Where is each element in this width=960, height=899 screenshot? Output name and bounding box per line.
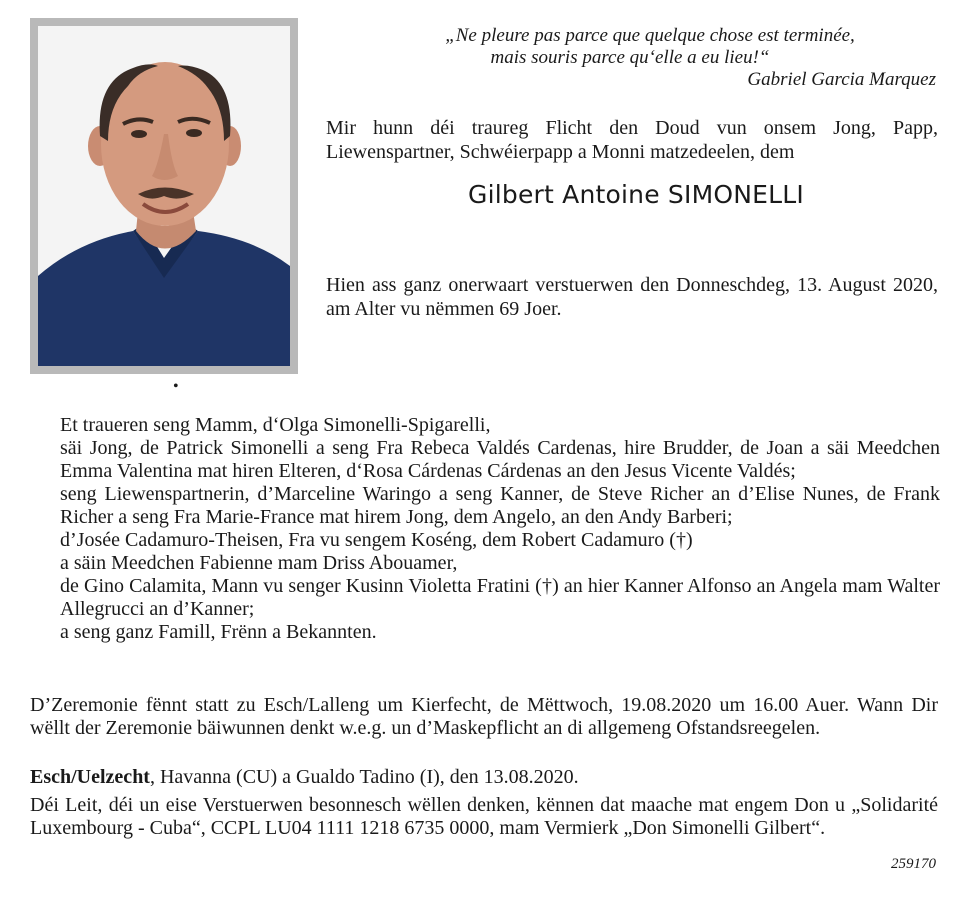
bullet-mark: • (173, 378, 179, 395)
ceremony-info: D’Zeremonie fënnt statt zu Esch/Lalleng um Kierfecht, de Mëttwoch, 19.08.2020 um 16.00 Auer. Wann Dir wëllt der Zeremonie bäiwunnen denkt w.e.g. un d’Maskepflicht an di allgemeng Ofstandsreegelen. (30, 694, 938, 739)
place-and-date (30, 766, 938, 789)
epigraph-quote (320, 25, 940, 91)
portrait-photo-frame (30, 18, 298, 374)
mourner-entry: Et traueren seng Mamm, d‘Olga Simonelli-Spigarelli, (60, 414, 491, 436)
mourner-entry: säi Jong, de Patrick Simonelli a seng Fra Rebeca Valdés Cardenas, hire Brudder, de Joan a säi Meedchen Emma Valentina mat hiren Elteren, d‘Rosa Cárdenas Cárdenas an den Jesus Vicente Valdés; (60, 437, 940, 482)
mourner-entry: a seng ganz Famill, Frënn a Bekannten. (60, 621, 377, 643)
death-notice-text: Hien ass ganz onerwaart verstuerwen den Donneschdeg, 13. August 2020, am Alter vu nëmmen 69 Joer. (326, 274, 938, 320)
mourner-entry: d’Josée Cadamuro-Theisen, Fra vu sengem Koséng, dem Robert Cadamuro (†) (60, 529, 693, 551)
mourner-entry: de Gino Calamita, Mann vu senger Kusinn Violetta Fratini (†) an hier Kanner Alfonso an Angela mam Walter Allegrucci an d’Kanner; (60, 575, 940, 620)
portrait-photo (38, 26, 290, 366)
mourners-list (60, 414, 940, 644)
place-rest: , Havanna (CU) a Gualdo Tadino (I), den 13.08.2020. (149, 766, 579, 788)
quote-line-2: mais souris parce qu‘elle a eu lieu!“ (490, 47, 770, 68)
deceased-name: Gilbert Antoine SIMONELLI (468, 180, 804, 209)
mourner-entry: seng Liewenspartnerin, d’Marceline Waringo a seng Kanner, de Steve Richer an d’Elise Nunes, de Frank Richer a seng Fra Marie-France mat hirem Jong, dem Angelo, an den Andy Barberi; (60, 483, 940, 528)
mourner-entry: a säin Meedchen Fabienne mam Driss Abouamer, (60, 552, 458, 574)
intro-text: Mir hunn déi traureg Flicht den Doud vun onsem Jong, Papp, Liewenspartner, Schwéierpapp a Monni matzedeelen, dem (326, 117, 938, 163)
place-town: Esch/Uelzecht (30, 766, 150, 788)
quote-line-1: „Ne pleure pas parce que quelque chose est terminée, (445, 25, 855, 46)
donation-info: Déi Leit, déi un eise Verstuerwen besonnesch wëllen denken, kënnen dat maache mat engem Don u „Solidarité Luxembourg - Cuba“, CCPL LU04 1111 1218 6735 0000, mam Vermierk „Don Simonelli Gilbert“. (30, 794, 938, 839)
quote-author: Gabriel Garcia Marquez (747, 69, 936, 90)
reference-number: 259170 (891, 856, 936, 872)
